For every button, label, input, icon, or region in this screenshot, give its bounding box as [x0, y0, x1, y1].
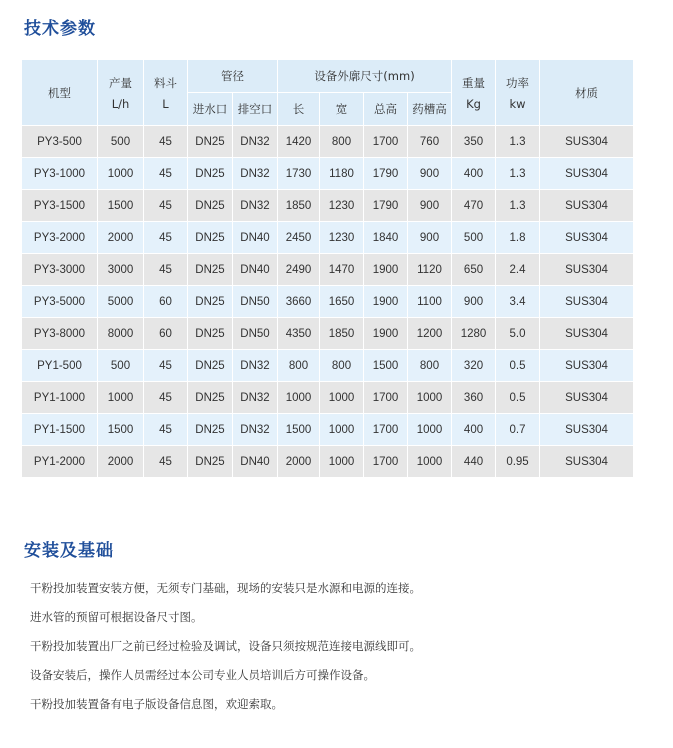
cell-model: PY3-500	[22, 126, 98, 158]
table-row	[22, 286, 634, 318]
cell-pipe-in: DN25	[188, 414, 233, 446]
table-body	[22, 126, 634, 478]
cell-output: 1500	[98, 414, 144, 446]
cell-width: 800	[320, 126, 364, 158]
cell-weight: 400	[452, 414, 496, 446]
cell-pipe-out: DN32	[233, 414, 278, 446]
cell-output: 3000	[98, 254, 144, 286]
table-row	[22, 190, 634, 222]
section-title-installation: 安装及基础	[24, 541, 114, 561]
cell-length: 1000	[278, 382, 320, 414]
install-paragraph: 干粉投加装置安装方便，无须专门基础，现场的安装只是水源和电源的连接。	[30, 581, 421, 595]
cell-total-height: 1900	[364, 254, 408, 286]
cell-pipe-out: DN32	[233, 382, 278, 414]
cell-pipe-in: DN25	[188, 286, 233, 318]
install-paragraph: 干粉投加装置备有电子版设备信息图，欢迎索取。	[30, 697, 283, 711]
cell-tank-height: 900	[408, 190, 452, 222]
header-output	[98, 60, 144, 126]
cell-output: 500	[98, 350, 144, 382]
cell-model: PY3-8000	[22, 318, 98, 350]
cell-pipe-out: DN40	[233, 254, 278, 286]
cell-model: PY3-3000	[22, 254, 98, 286]
cell-tank-height: 1200	[408, 318, 452, 350]
cell-tank-height: 900	[408, 222, 452, 254]
cell-hopper: 60	[144, 318, 188, 350]
cell-weight: 350	[452, 126, 496, 158]
cell-power: 2.4	[496, 254, 540, 286]
header-total-height: 总高	[364, 93, 408, 126]
cell-hopper: 45	[144, 382, 188, 414]
cell-weight: 400	[452, 158, 496, 190]
cell-tank-height: 1100	[408, 286, 452, 318]
cell-hopper: 60	[144, 286, 188, 318]
cell-width: 1230	[320, 222, 364, 254]
cell-power: 1.3	[496, 126, 540, 158]
table-row	[22, 318, 634, 350]
header-hopper-label: 料斗	[154, 75, 177, 90]
cell-total-height: 1700	[364, 446, 408, 478]
header-width: 宽	[320, 93, 364, 126]
table-row	[22, 350, 634, 382]
cell-material: SUS304	[540, 222, 634, 254]
cell-length: 2490	[278, 254, 320, 286]
table-row	[22, 414, 634, 446]
cell-model: PY3-1000	[22, 158, 98, 190]
cell-pipe-out: DN32	[233, 350, 278, 382]
cell-pipe-in: DN25	[188, 318, 233, 350]
cell-pipe-in: DN25	[188, 350, 233, 382]
cell-width: 1850	[320, 318, 364, 350]
cell-output: 8000	[98, 318, 144, 350]
cell-tank-height: 800	[408, 350, 452, 382]
cell-width: 1180	[320, 158, 364, 190]
cell-tank-height: 1000	[408, 446, 452, 478]
cell-pipe-out: DN32	[233, 158, 278, 190]
cell-total-height: 1700	[364, 126, 408, 158]
cell-output: 1000	[98, 382, 144, 414]
table-row	[22, 158, 634, 190]
cell-output: 2000	[98, 446, 144, 478]
table-row	[22, 126, 634, 158]
cell-length: 2000	[278, 446, 320, 478]
cell-power: 3.4	[496, 286, 540, 318]
cell-pipe-in: DN25	[188, 158, 233, 190]
header-output-unit: L/h	[111, 96, 130, 111]
cell-pipe-in: DN25	[188, 126, 233, 158]
cell-length: 1730	[278, 158, 320, 190]
cell-power: 1.8	[496, 222, 540, 254]
cell-pipe-in: DN25	[188, 254, 233, 286]
cell-total-height: 1840	[364, 222, 408, 254]
cell-pipe-in: DN25	[188, 190, 233, 222]
header-weight-unit: Kg	[466, 96, 481, 111]
cell-hopper: 45	[144, 158, 188, 190]
install-paragraph: 进水管的预留可根据设备尺寸图。	[30, 610, 203, 624]
header-material: 材质	[540, 60, 634, 126]
cell-material: SUS304	[540, 158, 634, 190]
cell-hopper: 45	[144, 126, 188, 158]
cell-length: 1500	[278, 414, 320, 446]
table-row	[22, 382, 634, 414]
cell-width: 1470	[320, 254, 364, 286]
cell-pipe-in: DN25	[188, 446, 233, 478]
cell-output: 5000	[98, 286, 144, 318]
cell-power: 0.5	[496, 350, 540, 382]
cell-pipe-out: DN50	[233, 286, 278, 318]
cell-hopper: 45	[144, 190, 188, 222]
cell-width: 1000	[320, 382, 364, 414]
cell-material: SUS304	[540, 446, 634, 478]
cell-total-height: 1700	[364, 414, 408, 446]
cell-weight: 470	[452, 190, 496, 222]
cell-output: 500	[98, 126, 144, 158]
cell-material: SUS304	[540, 286, 634, 318]
cell-length: 800	[278, 350, 320, 382]
cell-hopper: 45	[144, 446, 188, 478]
header-power-unit: kw	[509, 96, 526, 111]
cell-model: PY1-1000	[22, 382, 98, 414]
header-power-label: 功率	[506, 75, 530, 90]
table-row	[22, 254, 634, 286]
cell-length: 2450	[278, 222, 320, 254]
cell-model: PY1-1500	[22, 414, 98, 446]
cell-weight: 1280	[452, 318, 496, 350]
cell-total-height: 1900	[364, 286, 408, 318]
cell-pipe-out: DN40	[233, 446, 278, 478]
header-power	[496, 60, 540, 126]
cell-width: 1650	[320, 286, 364, 318]
header-model: 机型	[22, 60, 98, 126]
tech-params-table	[22, 60, 634, 478]
cell-pipe-in: DN25	[188, 382, 233, 414]
cell-length: 4350	[278, 318, 320, 350]
header-dims: 设备外廓尺寸(mm)	[278, 60, 452, 93]
cell-length: 1850	[278, 190, 320, 222]
cell-pipe-out: DN32	[233, 126, 278, 158]
cell-tank-height: 1000	[408, 382, 452, 414]
cell-width: 1000	[320, 414, 364, 446]
cell-power: 0.5	[496, 382, 540, 414]
cell-width: 800	[320, 350, 364, 382]
table-row	[22, 222, 634, 254]
header-weight-label: 重量	[462, 75, 486, 90]
cell-power: 1.3	[496, 190, 540, 222]
header-pipe-in: 进水口	[188, 93, 233, 126]
cell-width: 1000	[320, 446, 364, 478]
cell-hopper: 45	[144, 414, 188, 446]
table-row	[22, 446, 634, 478]
cell-material: SUS304	[540, 126, 634, 158]
section-title-tech-params: 技术参数	[24, 19, 96, 39]
cell-length: 3660	[278, 286, 320, 318]
header-tank-height: 药槽高	[408, 93, 452, 126]
cell-tank-height: 1000	[408, 414, 452, 446]
cell-material: SUS304	[540, 382, 634, 414]
cell-output: 2000	[98, 222, 144, 254]
cell-total-height: 1790	[364, 158, 408, 190]
header-hopper-unit: L	[162, 96, 169, 111]
cell-model: PY1-500	[22, 350, 98, 382]
cell-power: 0.7	[496, 414, 540, 446]
cell-weight: 900	[452, 286, 496, 318]
cell-total-height: 1700	[364, 382, 408, 414]
cell-pipe-out: DN32	[233, 190, 278, 222]
cell-weight: 650	[452, 254, 496, 286]
header-hopper	[144, 60, 188, 126]
cell-weight: 320	[452, 350, 496, 382]
cell-model: PY3-1500	[22, 190, 98, 222]
cell-tank-height: 1120	[408, 254, 452, 286]
cell-total-height: 1500	[364, 350, 408, 382]
header-length: 长	[278, 93, 320, 126]
cell-model: PY3-5000	[22, 286, 98, 318]
header-pipe-out: 排空口	[233, 93, 278, 126]
cell-output: 1000	[98, 158, 144, 190]
cell-total-height: 1900	[364, 318, 408, 350]
cell-tank-height: 760	[408, 126, 452, 158]
cell-power: 1.3	[496, 158, 540, 190]
cell-material: SUS304	[540, 318, 634, 350]
cell-pipe-out: DN40	[233, 222, 278, 254]
header-weight	[452, 60, 496, 126]
cell-total-height: 1790	[364, 190, 408, 222]
cell-power: 5.0	[496, 318, 540, 350]
cell-material: SUS304	[540, 350, 634, 382]
install-paragraph: 干粉投加装置出厂之前已经过检验及调试，设备只须按规范连接电源线即可。	[30, 639, 421, 653]
cell-pipe-out: DN50	[233, 318, 278, 350]
header-output-label: 产量	[109, 75, 132, 90]
table-header-row	[22, 60, 634, 93]
cell-tank-height: 900	[408, 158, 452, 190]
cell-length: 1420	[278, 126, 320, 158]
cell-model: PY3-2000	[22, 222, 98, 254]
cell-power: 0.95	[496, 446, 540, 478]
cell-weight: 440	[452, 446, 496, 478]
cell-material: SUS304	[540, 254, 634, 286]
cell-width: 1230	[320, 190, 364, 222]
cell-material: SUS304	[540, 414, 634, 446]
header-pipe: 管径	[188, 60, 278, 93]
cell-output: 1500	[98, 190, 144, 222]
cell-pipe-in: DN25	[188, 222, 233, 254]
cell-model: PY1-2000	[22, 446, 98, 478]
cell-hopper: 45	[144, 222, 188, 254]
cell-hopper: 45	[144, 350, 188, 382]
install-paragraph: 设备安装后，操作人员需经过本公司专业人员培训后方可操作设备。	[30, 668, 375, 682]
cell-weight: 500	[452, 222, 496, 254]
cell-hopper: 45	[144, 254, 188, 286]
cell-material: SUS304	[540, 190, 634, 222]
cell-weight: 360	[452, 382, 496, 414]
